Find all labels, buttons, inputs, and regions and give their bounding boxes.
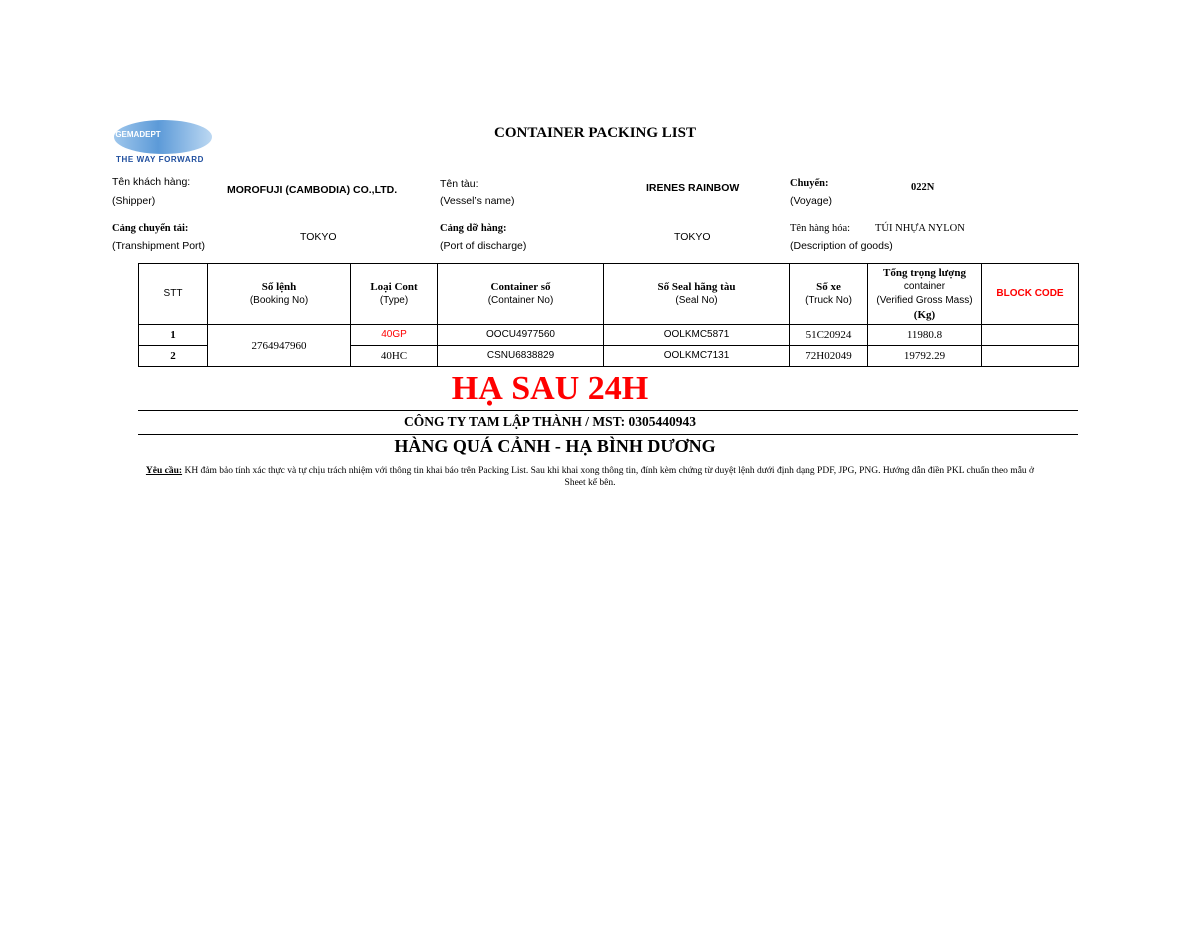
header-container: Container số (Container No) bbox=[438, 264, 604, 325]
voyage-sublabel: (Voyage) bbox=[790, 195, 833, 207]
transhipment-label: Cảng chuyển tải: bbox=[112, 223, 189, 234]
cell-seal-no: OOLKMC5871 bbox=[604, 325, 790, 346]
vessel-sublabel: (Vessel’s name) bbox=[440, 195, 515, 207]
header-weight: Tổng trọng lượng container (Verified Gross Mass) (Kg) bbox=[868, 264, 982, 325]
voyage-label: Chuyến: bbox=[790, 178, 829, 189]
transhipment-sublabel: (Transhipment Port) bbox=[112, 240, 205, 252]
cell-weight: 19792.29 bbox=[868, 346, 982, 367]
cell-block-code bbox=[982, 346, 1079, 367]
header-truck: Số xe (Truck No) bbox=[790, 264, 868, 325]
shipper-value: MOROFUJI (CAMBODIA) CO.,LTD. bbox=[227, 184, 398, 196]
discharge-label: Cảng dỡ hàng: bbox=[440, 223, 507, 234]
cell-container-no: CSNU6838829 bbox=[438, 346, 604, 367]
packing-list-table bbox=[138, 263, 1079, 367]
cell-stt: 2 bbox=[139, 346, 208, 367]
cell-weight: 11980.8 bbox=[868, 325, 982, 346]
header-stt: STT bbox=[139, 264, 208, 325]
requirement-label: Yêu cầu: bbox=[145, 466, 183, 476]
goods-sublabel: (Description of goods) bbox=[790, 240, 893, 252]
header-booking: Số lệnh (Booking No) bbox=[208, 264, 351, 325]
logo-slogan: THE WAY FORWARD bbox=[116, 155, 204, 164]
cell-container-no: OOCU4977560 bbox=[438, 325, 604, 346]
cell-booking-no: 2764947960 bbox=[208, 325, 351, 367]
cell-block-code bbox=[982, 325, 1079, 346]
table-row bbox=[139, 325, 1079, 346]
shipper-label: Tên khách hàng: bbox=[112, 176, 191, 188]
transhipment-value: TOKYO bbox=[300, 231, 337, 243]
header-seal: Số Seal hãng tàu (Seal No) bbox=[604, 264, 790, 325]
company-line: CÔNG TY TAM LẬP THÀNH / MST: 0305440943 bbox=[404, 414, 696, 429]
header-type: Loại Cont (Type) bbox=[351, 264, 438, 325]
cell-truck-no: 72H02049 bbox=[790, 346, 868, 367]
requirement-text: KH đảm bảo tính xác thực và tự chịu trách nhiệm với thông tin khai báo trên Packing List. Sau khi khai xong thông tin, đính kèm chứng từ duyệt lệnh dưới định dạng PDF, JPG, PNG. Hướng dẫn điền PKL chuẩn theo mẫu ở Sheet kế bên. bbox=[182, 466, 1035, 488]
table-header-row bbox=[139, 264, 1079, 325]
notice-banner: HẠ SAU 24H bbox=[451, 370, 649, 407]
vessel-value: IRENES RAINBOW bbox=[646, 182, 740, 194]
cell-stt: 1 bbox=[139, 325, 208, 346]
transit-note: HÀNG QUÁ CẢNH - HẠ BÌNH DƯƠNG bbox=[394, 436, 716, 456]
logo-brand: GEMADEPT bbox=[115, 130, 161, 139]
vessel-label: Tên tàu: bbox=[440, 178, 479, 190]
cell-type: 40HC bbox=[351, 346, 438, 367]
document-title: CONTAINER PACKING LIST bbox=[494, 125, 696, 141]
cell-seal-no: OOLKMC7131 bbox=[604, 346, 790, 367]
cell-type: 40GP bbox=[351, 325, 438, 346]
voyage-value: 022N bbox=[911, 182, 935, 193]
cell-truck-no: 51C20924 bbox=[790, 325, 868, 346]
shipper-sublabel: (Shipper) bbox=[112, 195, 156, 207]
header-block-code: BLOCK CODE bbox=[982, 264, 1079, 325]
discharge-sublabel: (Port of discharge) bbox=[440, 240, 527, 252]
goods-value: TÚI NHỰA NYLON bbox=[875, 223, 965, 234]
goods-label: Tên hàng hóa: bbox=[790, 223, 851, 234]
discharge-value: TOKYO bbox=[674, 231, 711, 243]
divider-top bbox=[138, 410, 1078, 411]
divider-bottom bbox=[138, 434, 1078, 435]
requirement-note bbox=[140, 465, 1040, 489]
